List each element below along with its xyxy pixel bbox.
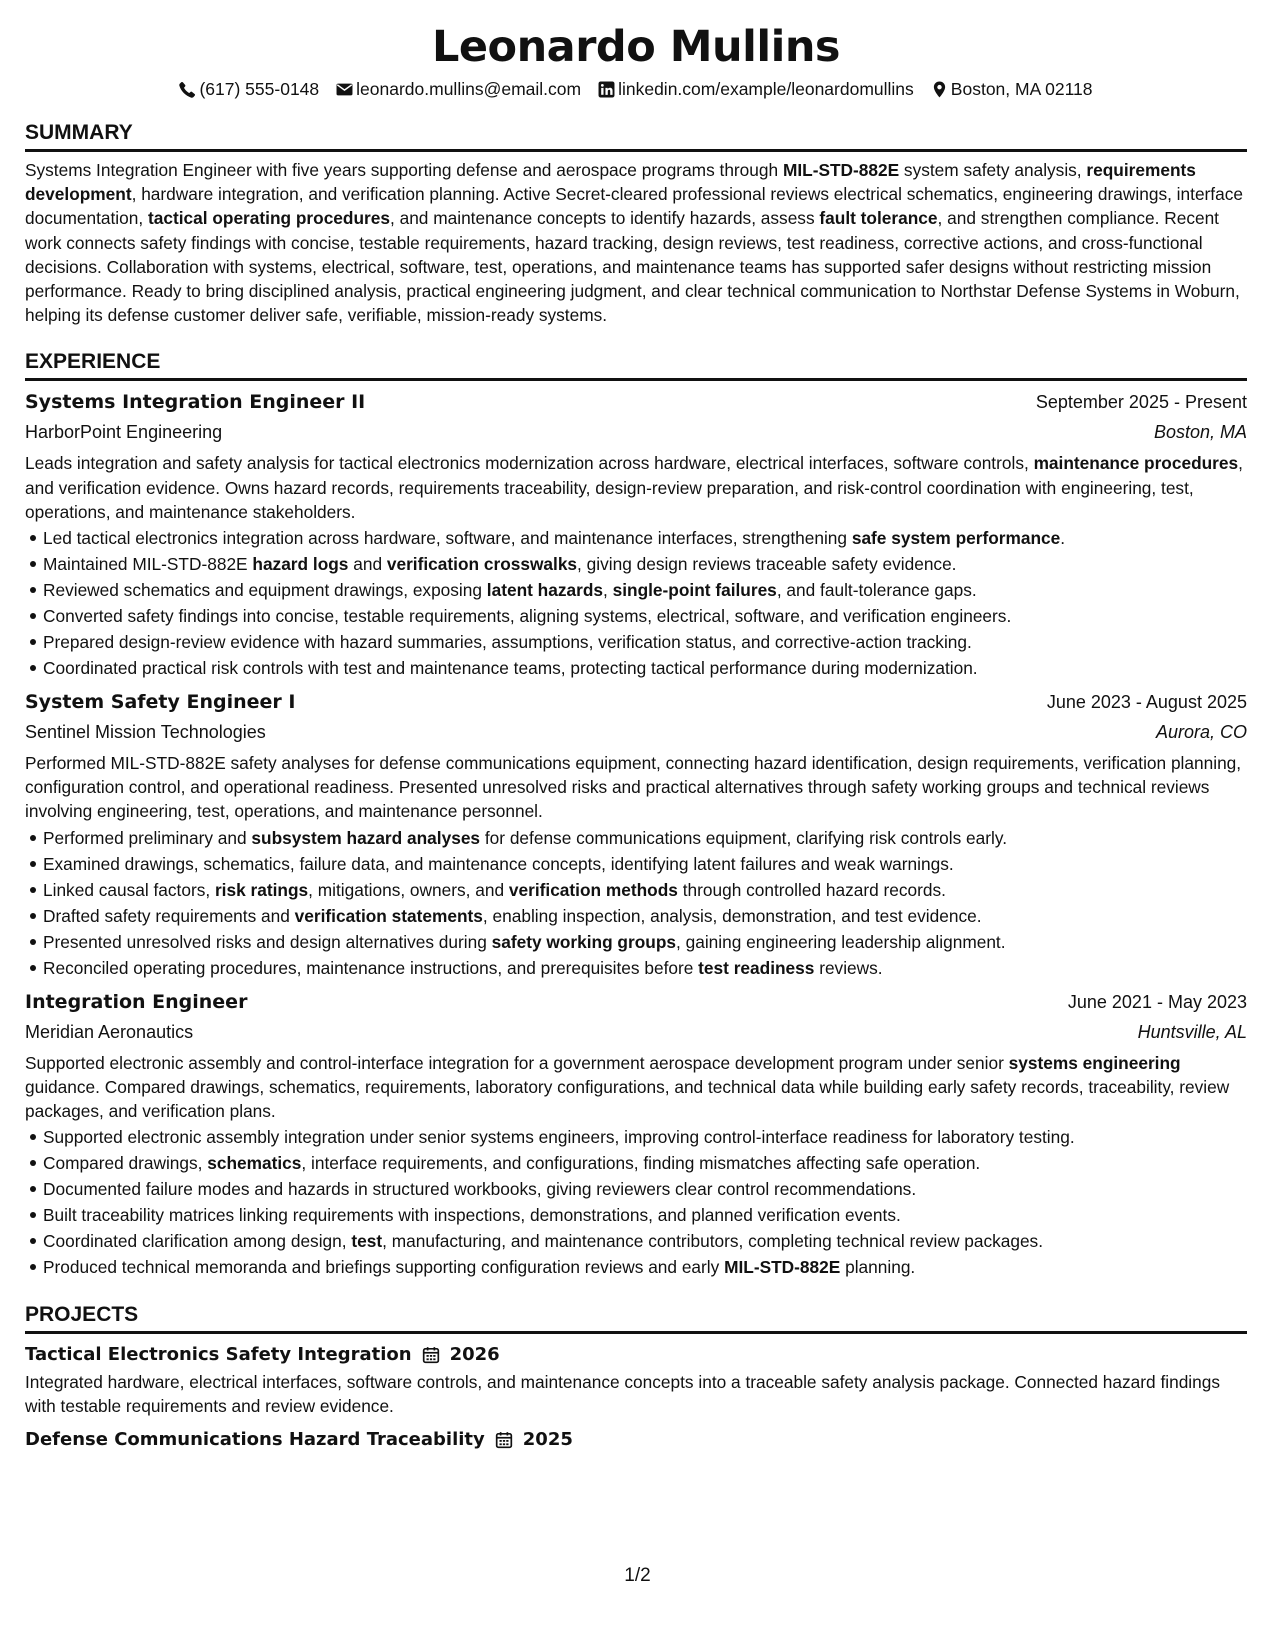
job-dates: September 2025 - Present: [1035, 392, 1247, 413]
bold-text: requirements development: [25, 160, 1196, 205]
bullet-item: Built traceability matrices linking requirements with inspections, demonstrations, and planned verification events.: [43, 1202, 1247, 1228]
bullet-item: Documented failure modes and hazards in structured workbooks, giving reviewers clear control recommendations.: [43, 1176, 1247, 1202]
email-text: leonardo.mullins@email.com: [356, 79, 582, 99]
bold-text: verification statements: [294, 905, 483, 926]
resume-page: [25, 0, 1247, 1455]
job-title: Integration Engineer: [25, 990, 248, 1013]
bullet-item: Reconciled operating procedures, maintenance instructions, and prerequisites before test readiness reviews.: [43, 955, 1247, 981]
contact-location: [931, 77, 1093, 101]
projects-heading: PROJECTS: [25, 1302, 1247, 1334]
job-header-row: [25, 688, 1247, 717]
bold-text: subsystem hazard analyses: [251, 827, 481, 848]
bullet-item: Produced technical memoranda and briefings supporting configuration reviews and early MIL-STD-882E planning.: [43, 1254, 1247, 1280]
job-entry: [25, 688, 1247, 981]
phone-icon: [179, 81, 196, 98]
bold-text: maintenance procedures: [1033, 453, 1239, 474]
bullet-item: Coordinated practical risk controls with test and maintenance teams, protecting tactical performance during modernization.: [43, 655, 1247, 681]
bullet-item: Reviewed schematics and equipment drawings, exposing latent hazards, single-point failures, and fault-tolerance gaps.: [43, 577, 1247, 603]
location-text: Boston, MA 02118: [950, 79, 1093, 99]
bold-text: MIL-STD-882E: [724, 1257, 841, 1278]
bold-text: safety working groups: [491, 931, 676, 952]
summary-text: Systems Integration Engineer with five years supporting defense and aerospace programs through MIL-STD-882E system safety analysis, requirements development, hardware integration, and verification planning. Active Secret-cleared professional reviews electrical schematics, engineering drawings, interface documentation, tactical operating procedures, and maintenance concepts to identify hazards, assess fault tolerance, and strengthen compliance. Recent work connects safety findings with concise, testable requirements, hazard tracking, design reviews, test readiness, corrective actions, and cross-functional decisions. Collaboration with systems, electrical, software, test, operations, and maintenance teams has supported safer designs without restricting mission performance. Ready to bring disciplined analysis, practical engineering judgment, and clear technical communication to Northstar Defense Systems in Woburn, helping its defense customer deliver safe, verifiable, mission-ready systems.: [25, 160, 1243, 326]
bold-text: fault tolerance: [819, 208, 938, 229]
bold-text: systems engineering: [1008, 1052, 1181, 1073]
project-year: 2025: [522, 1428, 573, 1450]
bold-text: hazard logs: [252, 554, 349, 575]
job-location: Huntsville, AL: [1137, 1021, 1247, 1042]
project-title: Tactical Electronics Safety Integration: [25, 1344, 412, 1366]
bullet-item: Maintained MIL-STD-882E hazard logs and verification crosswalks, giving design reviews traceable safety evidence.: [43, 551, 1247, 577]
experience-heading: EXPERIENCE: [25, 349, 1247, 381]
bold-text: test: [351, 1231, 383, 1252]
bullet-item: Supported electronic assembly integration under senior systems engineers, improving control-interface readiness for laboratory testing.: [43, 1124, 1247, 1150]
contact-bar: [25, 77, 1247, 101]
job-title: System Safety Engineer I: [25, 691, 296, 714]
bold-text: single-point failures: [612, 580, 777, 601]
calendar-icon: [422, 1346, 440, 1364]
bullet-item: Examined drawings, schematics, failure data, and maintenance concepts, identifying latent failures and weak warnings.: [43, 851, 1247, 877]
job-header-row: [25, 388, 1247, 417]
bullet-item: Drafted safety requirements and verification statements, enabling inspection, analysis, demonstration, and test evidence.: [43, 903, 1247, 929]
job-entry: [25, 388, 1247, 681]
contact-linkedin[interactable]: [598, 77, 914, 101]
job-company-row: [25, 1017, 1247, 1047]
bold-text: schematics: [207, 1153, 302, 1174]
project-entry: [25, 1340, 1247, 1418]
job-description: Leads integration and safety analysis for tactical electronics modernization across hardware, electrical interfaces, software controls, maintenance procedures, and verification evidence. Owns hazard records, requirements traceability, design-review preparation, and risk-control coordination with engineering, test, operations, and maintenance stakeholders.: [25, 453, 1243, 522]
bullet-item: Presented unresolved risks and design alternatives during safety working groups, gaining engineering leadership alignment.: [43, 929, 1247, 955]
bold-text: risk ratings: [214, 879, 309, 900]
project-header: [25, 1425, 1247, 1455]
job-description: Supported electronic assembly and control-interface integration for a government aerospace development program under senior systems engineering guidance. Compared drawings, schematics, requirements, laboratory configurations, and technical data while building early safety records, traceability, review packages, and verification plans.: [25, 1052, 1230, 1122]
project-entry: [25, 1425, 1247, 1455]
bullet-item: Linked causal factors, risk ratings, mitigations, owners, and verification methods through controlled hazard records.: [43, 877, 1247, 903]
job-dates: June 2023 - August 2025: [1046, 692, 1247, 713]
job-company: Sentinel Mission Technologies: [25, 722, 266, 743]
job-company-row: [25, 417, 1247, 447]
bullet-item: Coordinated clarification among design, test, manufacturing, and maintenance contributors, completing technical review packages.: [43, 1228, 1247, 1254]
bullet-item: Compared drawings, schematics, interface requirements, and configurations, finding mismatches affecting safe operation.: [43, 1150, 1247, 1176]
bullet-item: Converted safety findings into concise, testable requirements, aligning systems, electrical, software, and verification engineers.: [43, 603, 1247, 629]
contact-phone: [179, 77, 319, 101]
job-bullets: [25, 525, 1247, 681]
bullet-item: Prepared design-review evidence with hazard summaries, assumptions, verification status, and corrective-action tracking.: [43, 629, 1247, 655]
project-header: [25, 1340, 1247, 1370]
linkedin-icon: [598, 81, 615, 98]
bold-text: latent hazards: [486, 580, 603, 601]
job-location: Boston, MA: [1153, 422, 1247, 443]
job-company: Meridian Aeronautics: [25, 1021, 194, 1042]
summary-heading: SUMMARY: [25, 120, 1247, 152]
bold-text: MIL-STD-882E: [782, 160, 900, 180]
job-bullets: [25, 825, 1247, 981]
project-list: [25, 1340, 1247, 1454]
experience-list: [25, 388, 1247, 1280]
job-header-row: [25, 988, 1247, 1017]
map-pin-icon: [931, 81, 948, 98]
phone-text: (617) 555-0148: [199, 79, 320, 99]
job-bullets: [25, 1124, 1247, 1280]
job-dates: June 2021 - May 2023: [1067, 991, 1247, 1012]
bullet-item: Led tactical electronics integration across hardware, software, and maintenance interfaces, strengthening safe system performance.: [43, 525, 1247, 551]
page-number: 1/2: [624, 1565, 651, 1586]
job-description: Performed MIL-STD-882E safety analyses for defense communications equipment, connecting hazard identification, design requirements, verification planning, configuration control, and operational readiness. Presented unresolved risks and practical alternatives through safety working groups and technical reviews involving engineering, test, operations, and maintenance personnel.: [25, 753, 1242, 822]
project-description: Integrated hardware, electrical interfaces, software controls, and maintenance concepts into a traceable safety analysis package. Connected hazard findings with testable requirements and review evidence.: [25, 1372, 1221, 1417]
bullet-item: Performed preliminary and subsystem hazard analyses for defense communications equipment, clarifying risk controls early.: [43, 825, 1247, 851]
bold-text: verification crosswalks: [386, 554, 578, 575]
bold-text: tactical operating procedures: [147, 208, 390, 229]
linkedin-text: linkedin.com/example/leonardomullins: [618, 79, 914, 99]
bold-text: safe system performance: [851, 528, 1061, 549]
job-company-row: [25, 717, 1247, 747]
job-company: HarborPoint Engineering: [25, 422, 223, 443]
bold-text: test readiness: [698, 957, 815, 978]
job-location: Aurora, CO: [1155, 722, 1247, 743]
project-year: 2026: [449, 1344, 500, 1366]
job-entry: [25, 988, 1247, 1281]
job-title: Systems Integration Engineer II: [25, 391, 366, 414]
calendar-icon: [495, 1431, 513, 1449]
contact-email[interactable]: [336, 77, 581, 101]
candidate-name: Leonardo Mullins: [431, 22, 841, 72]
envelope-icon: [336, 81, 353, 98]
bold-text: verification methods: [508, 879, 678, 900]
project-title: Defense Communications Hazard Traceability: [25, 1428, 485, 1450]
